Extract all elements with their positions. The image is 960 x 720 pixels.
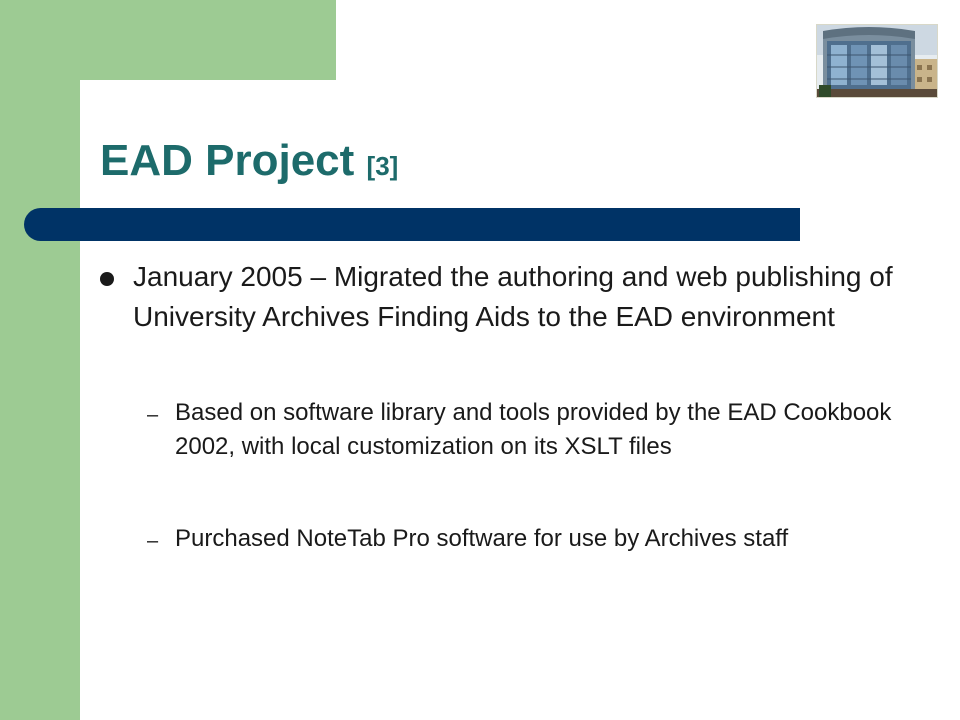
sub-bullet-dash: – [147, 530, 159, 552]
main-bullet-text: January 2005 – Migrated the authoring and web publishing of University Archives Finding Aids to the EAD environment [133, 261, 893, 332]
top-green-band [0, 0, 336, 80]
building-photo [816, 24, 938, 98]
bullet-dot-icon [100, 272, 114, 286]
rounded-corner [80, 80, 140, 140]
sub-bullet-dash: – [147, 404, 159, 426]
sub-bullet-text: Purchased NoteTab Pro software for use by Archives staff [175, 525, 789, 552]
title-suffix: [3] [366, 151, 399, 181]
slide-title [100, 136, 398, 191]
left-green-band [0, 0, 80, 720]
sub-bullet-text: Based on software library and tools provided by the EAD Cookbook 2002, with local customization on its XSLT files [175, 399, 892, 460]
title-text: EAD Project [100, 136, 355, 185]
title-divider-bar [24, 208, 800, 241]
